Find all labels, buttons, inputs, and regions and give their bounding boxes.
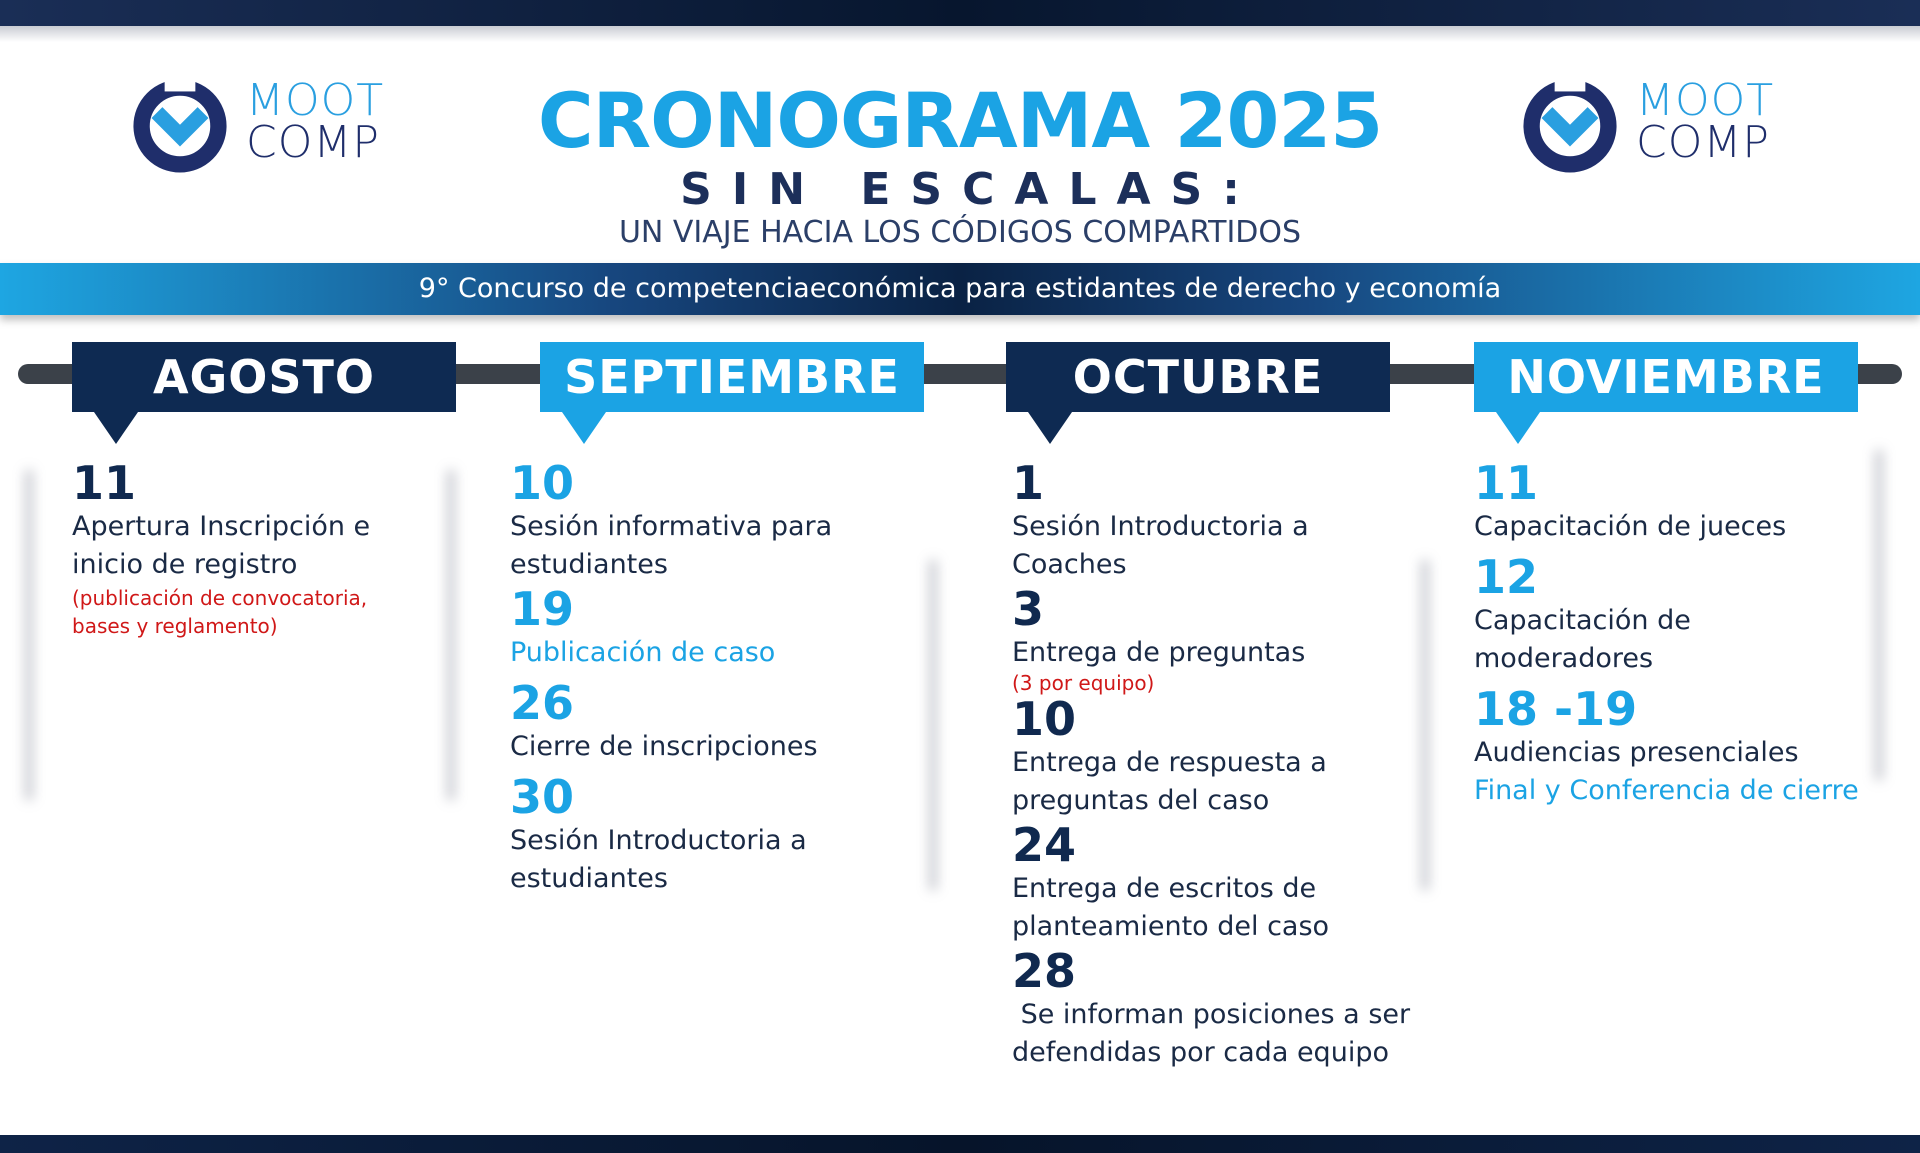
tab-pointer bbox=[1028, 412, 1072, 444]
event-day: 1 bbox=[1012, 456, 1045, 510]
event-day: 10 bbox=[1012, 692, 1077, 746]
event-text: Sesión Introductoria a bbox=[1012, 511, 1309, 542]
event-text: Sesión Introductoria a bbox=[510, 825, 807, 856]
event-day: 28 bbox=[1012, 944, 1077, 998]
tab-pointer bbox=[1496, 412, 1540, 444]
logo-word-comp: COMP bbox=[246, 117, 380, 168]
event-text: inicio de registro bbox=[72, 549, 298, 580]
tab-pointer bbox=[562, 412, 606, 444]
event-text: Capacitación de bbox=[1474, 605, 1691, 636]
event-text: planteamiento del caso bbox=[1012, 911, 1330, 942]
event-day: 18 -19 bbox=[1474, 682, 1638, 736]
month-tab-noviembre bbox=[1474, 342, 1858, 412]
event-day: 24 bbox=[1012, 818, 1077, 872]
event-day: 30 bbox=[510, 770, 575, 824]
month-column-octubre bbox=[1012, 458, 1442, 1072]
event-day: 11 bbox=[1474, 456, 1539, 510]
event-note: bases y reglamento) bbox=[72, 614, 278, 638]
event-text: Final y Conferencia de cierre bbox=[1474, 775, 1859, 806]
month-label: OCTUBRE bbox=[1072, 350, 1324, 404]
month-label: NOVIEMBRE bbox=[1507, 350, 1825, 404]
event-text: Apertura Inscripción e bbox=[72, 511, 371, 542]
column-shadow bbox=[24, 470, 34, 800]
banner-text: 9° Concurso de competenciaeconómica para estidantes de derecho y economía bbox=[418, 273, 1502, 304]
event-day: 26 bbox=[510, 676, 575, 730]
top-bar bbox=[0, 0, 1920, 26]
event-text: moderadores bbox=[1474, 643, 1654, 674]
top-bar-shadow bbox=[0, 26, 1920, 42]
month-tab-septiembre bbox=[540, 342, 924, 412]
month-tab-octubre bbox=[1006, 342, 1390, 412]
event-text: preguntas del caso bbox=[1012, 785, 1270, 816]
tab-pointer bbox=[94, 412, 138, 444]
month-label: SEPTIEMBRE bbox=[564, 350, 900, 404]
event-text: Publicación de caso bbox=[510, 637, 776, 668]
event-text: Capacitación de jueces bbox=[1474, 511, 1787, 542]
event-day: 12 bbox=[1474, 550, 1539, 604]
event-day: 3 bbox=[1012, 582, 1045, 636]
event-text: Entrega de preguntas bbox=[1012, 637, 1306, 668]
event-note: (3 por equipo) bbox=[1012, 671, 1155, 695]
event-text: Audiencias presenciales bbox=[1474, 737, 1799, 768]
event-text: estudiantes bbox=[510, 863, 668, 894]
event-text: estudiantes bbox=[510, 549, 668, 580]
month-column-septiembre bbox=[510, 458, 940, 898]
bottom-bar bbox=[0, 1135, 1920, 1153]
event-text: Cierre de inscripciones bbox=[510, 731, 818, 762]
page-title: CRONOGRAMA 2025 bbox=[537, 76, 1383, 165]
event-text: Se informan posiciones a ser bbox=[1012, 999, 1411, 1030]
event-text: defendidas por cada equipo bbox=[1012, 1037, 1389, 1068]
event-day: 11 bbox=[72, 456, 137, 510]
month-column-agosto bbox=[72, 458, 502, 640]
logo-word-moot: MOOT bbox=[1636, 75, 1775, 126]
month-column-noviembre bbox=[1474, 458, 1904, 810]
logo-word-moot: MOOT bbox=[246, 75, 385, 126]
month-tab-agosto bbox=[72, 342, 456, 412]
page-subtitle: SIN ESCALAS: bbox=[680, 164, 1260, 215]
event-text: Entrega de respuesta a bbox=[1012, 747, 1327, 778]
event-text: Sesión informativa para bbox=[510, 511, 833, 542]
event-text: Entrega de escritos de bbox=[1012, 873, 1317, 904]
event-day: 19 bbox=[510, 582, 575, 636]
page-tagline: UN VIAJE HACIA LOS CÓDIGOS COMPARTIDOS bbox=[618, 215, 1302, 250]
logo-word-comp: COMP bbox=[1636, 117, 1770, 168]
month-label: AGOSTO bbox=[152, 350, 376, 404]
event-day: 10 bbox=[510, 456, 575, 510]
event-text: Coaches bbox=[1012, 549, 1127, 580]
event-note: (publicación de convocatoria, bbox=[72, 586, 368, 610]
